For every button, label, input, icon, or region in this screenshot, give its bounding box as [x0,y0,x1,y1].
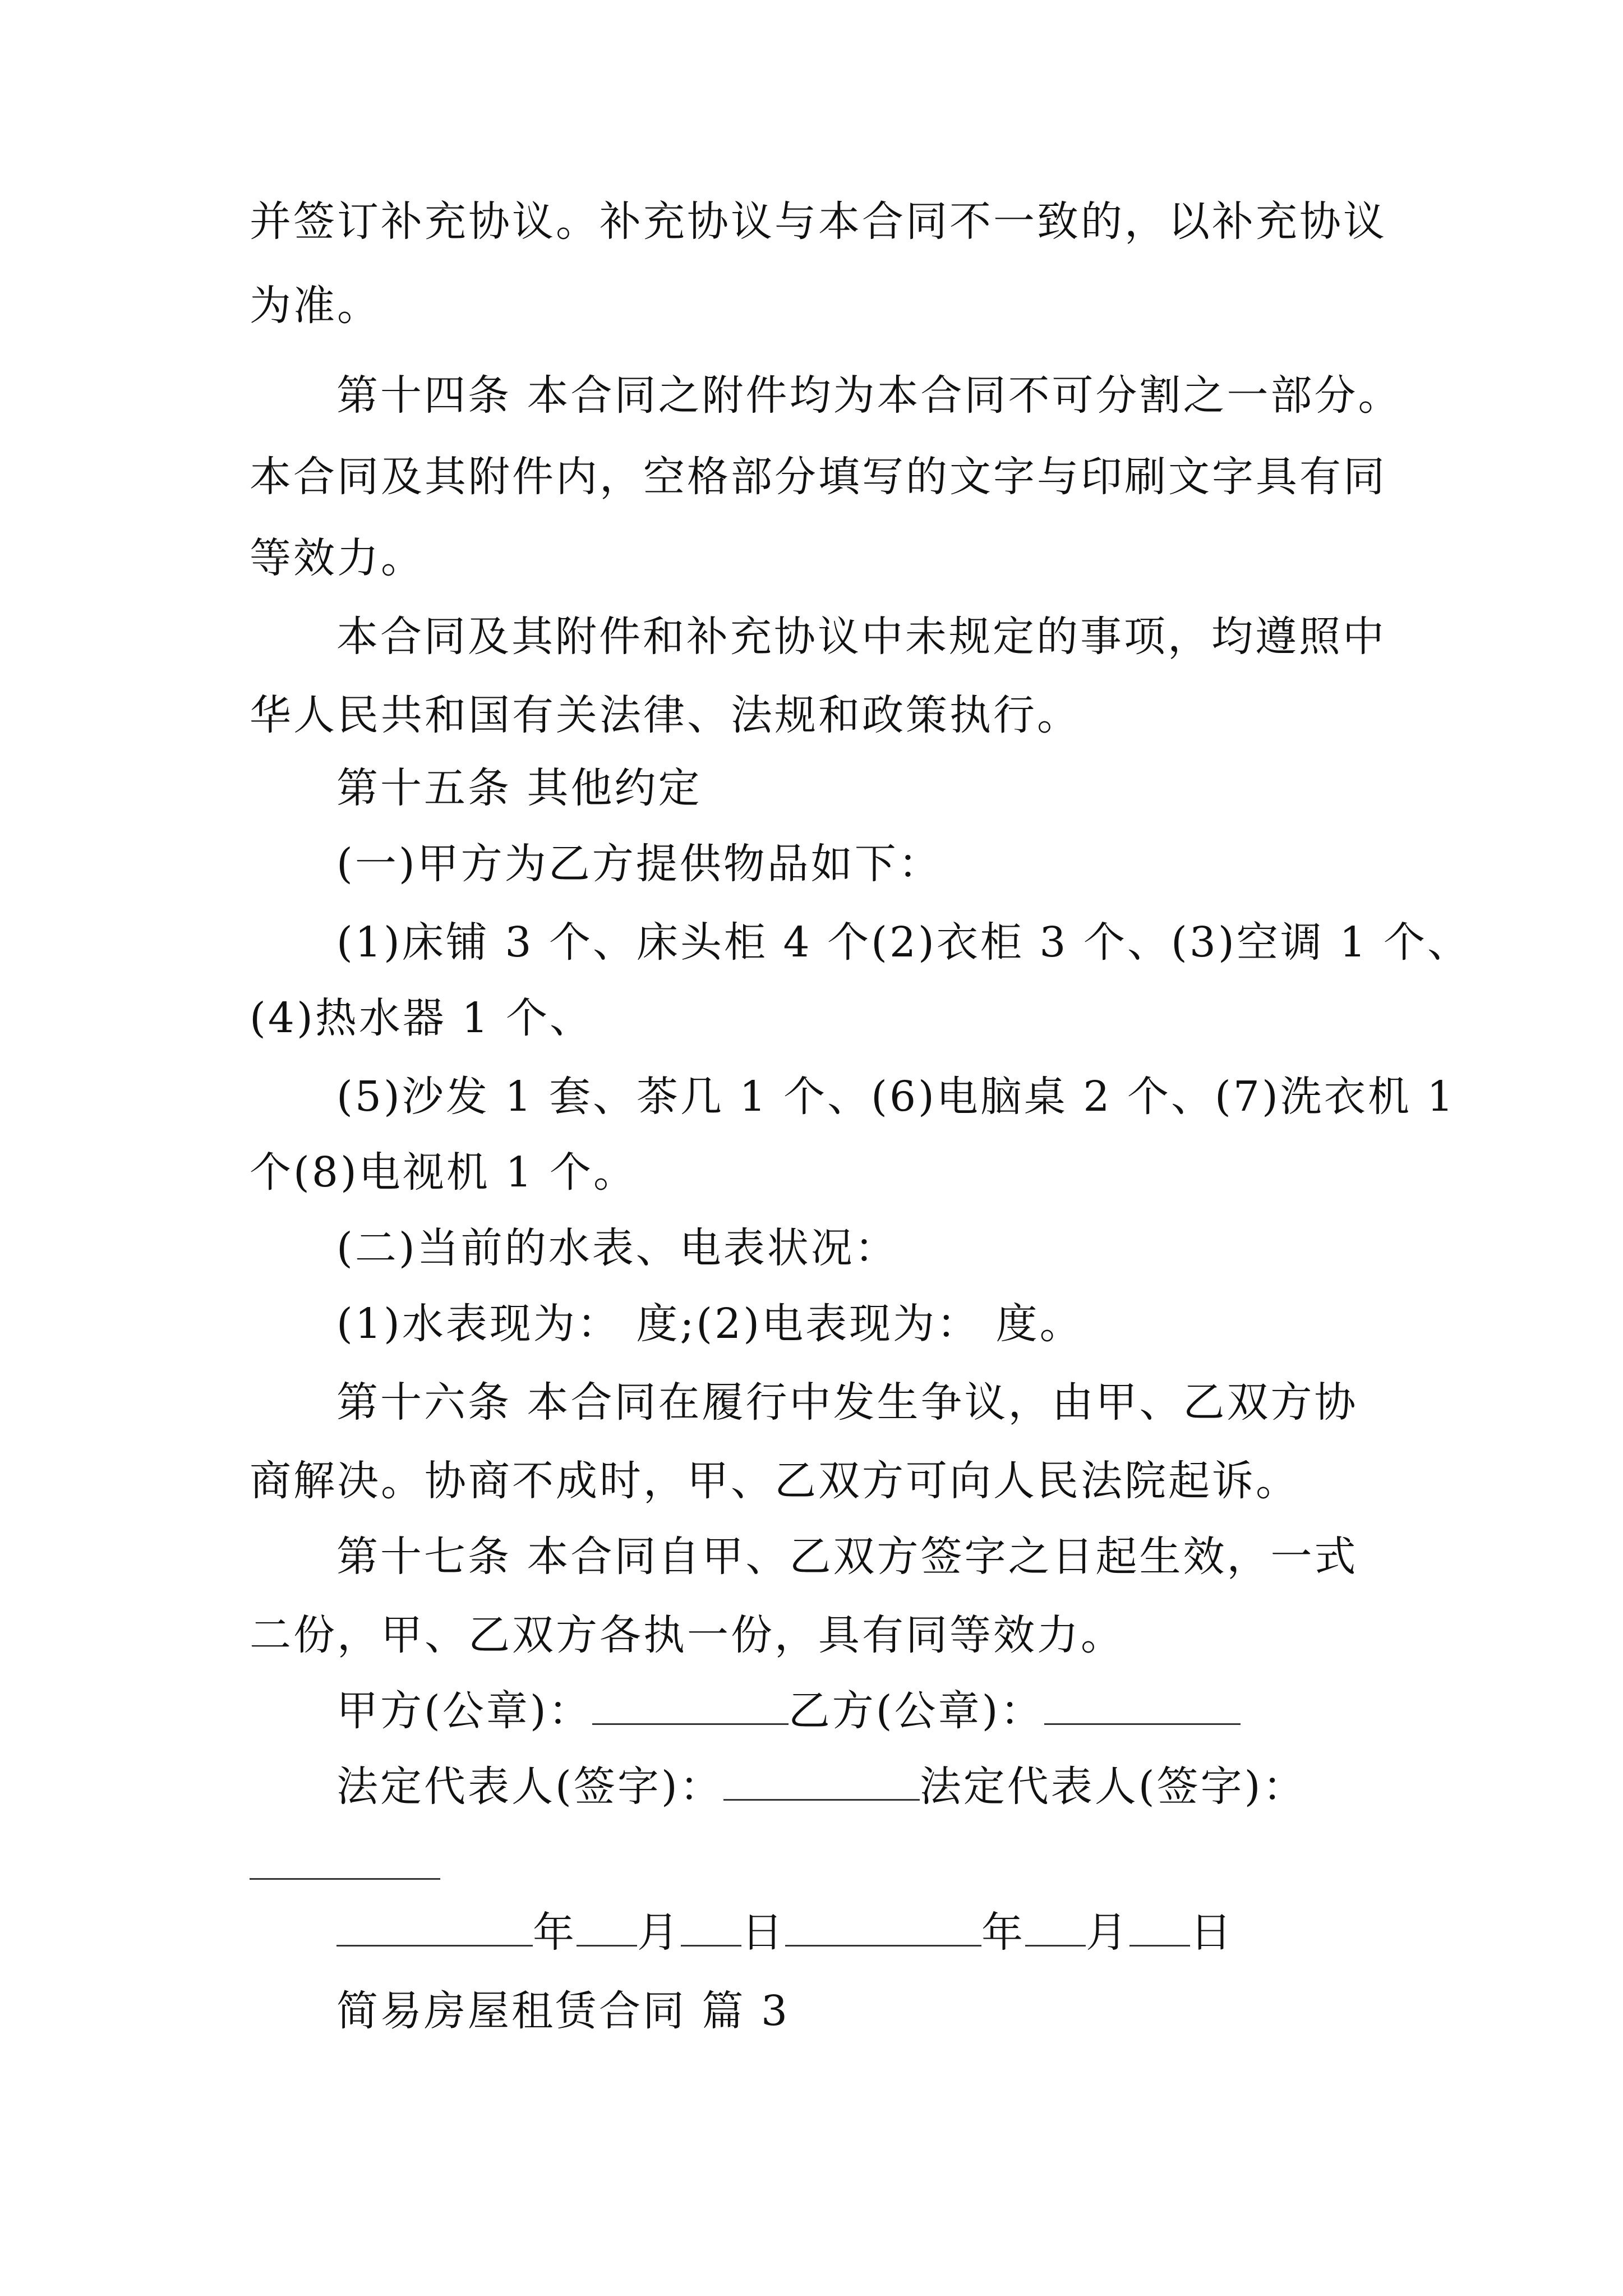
article-16-line: 第十六条 本合同在履行中发生争议，由甲、乙双方协 [336,1378,1358,1427]
day-a-label: 日 [741,1908,785,1957]
paragraph-line: (二)当前的水表、电表状况： [336,1224,898,1272]
paragraph-line: 并签订补充协议。补充协议与本合同不一致的，以补充协议 [250,197,1387,246]
month-b-blank [1025,1906,1086,1947]
seal-line [336,1683,1241,1739]
article-14-line: 第十四条 本合同之附件均为本合同不可分割之一部分。 [336,371,1402,420]
paragraph-line: 本合同及其附件内，空格部分填写的文字与印刷文字具有同 [250,453,1387,501]
year-b-blank [785,1906,981,1947]
section-heading: 简易房屋租赁合同 篇 3 [336,1987,790,2035]
day-b-label: 日 [1190,1908,1234,1957]
day-b-blank [1129,1906,1190,1947]
rep-a-blank [723,1760,920,1801]
year-a-blank [336,1906,533,1947]
rep-b-label: 法定代表人(签字)： [919,1763,1307,1811]
paragraph-line: 等效力。 [250,534,425,582]
paragraph-line: (一)甲方为乙方提供物品如下： [336,840,942,888]
year-b-label: 年 [981,1908,1025,1957]
paragraph-line: (1)床铺 3 个、床头柜 4 个(2)衣柜 3 个、(3)空调 1 个、 [336,918,1471,967]
party-b-seal-label: 乙方(公章)： [788,1687,1044,1735]
article-15-heading: 第十五条 其他约定 [336,764,702,812]
paragraph-line: 为准。 [250,282,381,330]
paragraph-line: 商解决。协商不成时，甲、乙双方可向人民法院起诉。 [250,1457,1299,1505]
rep-a-label: 法定代表人(签字)： [336,1763,723,1811]
paragraph-line: (5)沙发 1 套、茶几 1 个、(6)电脑桌 2 个、(7)洗衣机 1 [336,1073,1456,1121]
paragraph-line: (4)热水器 1 个、 [250,994,593,1042]
month-a-blank [577,1906,637,1947]
rep-b-blank [250,1878,440,1880]
party-a-seal-label: 甲方(公章)： [336,1687,592,1735]
day-a-blank [681,1906,741,1947]
year-a-label: 年 [533,1908,577,1957]
paragraph-line: 个(8)电视机 1 个。 [250,1148,637,1197]
paragraph-line: 二份，甲、乙双方各执一份，具有同等效力。 [250,1611,1124,1659]
paragraph-line: 本合同及其附件和补充协议中未规定的事项，均遵照中 [336,613,1386,661]
paragraph-line: (1)水表现为： 度;(2)电表现为： 度。 [336,1300,1083,1348]
month-b-label: 月 [1086,1908,1129,1957]
party-a-seal-blank [592,1684,789,1725]
paragraph-line: 华人民共和国有关法律、法规和政策执行。 [250,691,1081,739]
party-b-seal-blank [1044,1684,1241,1725]
date-line [336,1904,1234,1961]
article-17-line: 第十七条 本合同自甲、乙双方签字之日起生效，一式 [336,1533,1358,1581]
representative-line [336,1759,1307,1815]
month-a-label: 月 [637,1908,681,1957]
